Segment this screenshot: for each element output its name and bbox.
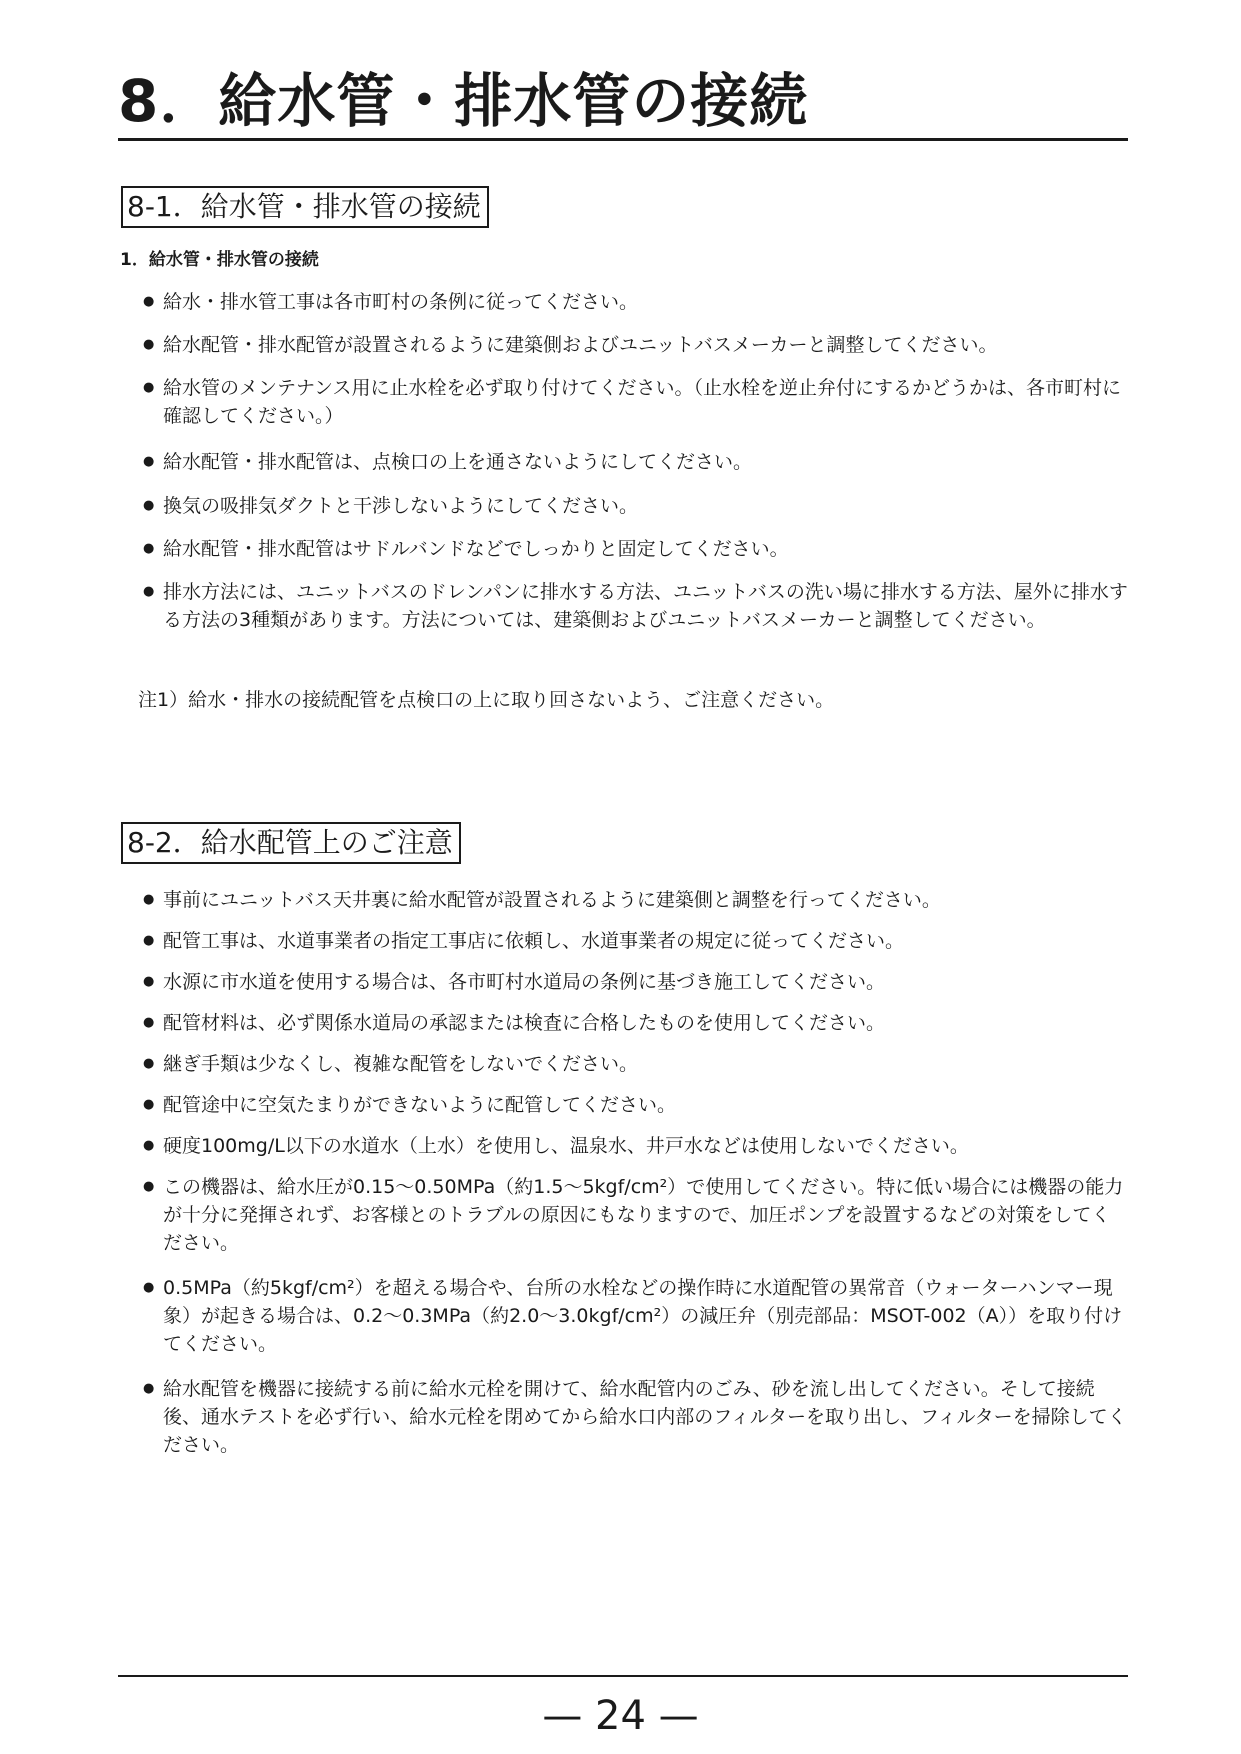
subheading-connection: 1．給水管・排水管の接続 xyxy=(120,250,319,270)
list-item xyxy=(143,1375,1128,1459)
list-item-text: 水源に市水道を使用する場合は、各市町村水道局の条例に基づき施工してください。 xyxy=(163,971,886,993)
list-item-text: 給水・排水管工事は各市町村の条例に従ってください。 xyxy=(163,291,639,313)
list-item xyxy=(143,1132,1128,1160)
bullet-icon: ● xyxy=(143,933,155,948)
bullet-icon: ● xyxy=(143,1280,155,1295)
bullet-icon: ● xyxy=(143,454,155,469)
list-item-text: 排水方法には、ユニットバスのドレンパンに排水する方法、ユニットバスの洗い場に排水する方法、屋外に排水する方法の3種類があります。方法については、建築側およびユニットバスメーカーと調整してください。 xyxy=(163,581,1128,631)
section-heading-8-1: 8-1．給水管・排水管の接続 xyxy=(121,186,489,228)
bullet-icon: ● xyxy=(143,380,155,395)
bullet-icon: ● xyxy=(143,498,155,513)
list-item xyxy=(143,374,1128,430)
list-item-text: 事前にユニットバス天井裏に給水配管が設置されるように建築側と調整を行ってください。 xyxy=(163,889,941,911)
list-item-text: 給水管のメンテナンス用に止水栓を必ず取り付けてください。（止水栓を逆止弁付にするかどうかは、各市町村に確認してください。） xyxy=(163,377,1121,427)
footer-rule xyxy=(118,1675,1128,1677)
bullet-icon: ● xyxy=(143,892,155,907)
list-item-text: 給水配管・排水配管は、点検口の上を通さないようにしてください。 xyxy=(163,451,753,473)
list-item xyxy=(143,886,1128,914)
list-item-text: 0.5MPa（約5kgf/cm²）を超える場合や、台所の水栓などの操作時に水道配管の異常音（ウォーターハンマー現象）が起きる場合は、0.2～0.3MPa（約2.0～3.0kgf/cm²）の減圧弁（別売部品：MSOT-002（A））を取り付けてください。 xyxy=(163,1277,1123,1355)
bullet-icon: ● xyxy=(143,1056,155,1071)
list-item xyxy=(143,578,1128,634)
list-item-text: 継ぎ手類は少なくし、複雑な配管をしないでください。 xyxy=(163,1053,639,1075)
list-item-text: 配管工事は、水道事業者の指定工事店に依頼し、水道事業者の規定に従ってください。 xyxy=(163,930,905,952)
note: 注1）給水・排水の接続配管を点検口の上に取り回さないよう、ご注意ください。 xyxy=(138,689,835,711)
bullet-icon: ● xyxy=(143,294,155,309)
bullet-icon: ● xyxy=(143,1015,155,1030)
list-item xyxy=(143,1050,1128,1078)
bullet-icon: ● xyxy=(143,1138,155,1153)
list-item-text: 換気の吸排気ダクトと干渉しないようにしてください。 xyxy=(163,495,639,517)
list-item xyxy=(143,535,1128,563)
bullet-icon: ● xyxy=(143,1381,155,1396)
bullet-icon: ● xyxy=(143,337,155,352)
bullet-icon: ● xyxy=(143,1097,155,1112)
list-item-text: 給水配管・排水配管が設置されるように建築側およびユニットバスメーカーと調整してください。 xyxy=(163,334,998,356)
list-item-text: 硬度100mg/L以下の水道水（上水）を使用し、温泉水、井戸水などは使用しないでください。 xyxy=(163,1135,969,1157)
list-item xyxy=(143,927,1128,955)
bullet-icon: ● xyxy=(143,1179,155,1194)
list-item xyxy=(143,968,1128,996)
list-item xyxy=(143,1274,1128,1358)
list-item xyxy=(143,1173,1128,1257)
list-item xyxy=(143,1091,1128,1119)
list-item xyxy=(143,1009,1128,1037)
list-item-text: 給水配管を機器に接続する前に給水元栓を開けて、給水配管内のごみ、砂を流し出してください。そして接続後、通水テストを必ず行い、給水元栓を閉めてから給水口内部のフィルターを取り出し、フィルターを掃除してください。 xyxy=(163,1378,1127,1456)
list-item xyxy=(143,492,1128,520)
bullet-icon: ● xyxy=(143,541,155,556)
list-item xyxy=(143,448,1128,476)
list-item-text: この機器は、給水圧が0.15～0.50MPa（約1.5～5kgf/cm²）で使用してください。特に低い場合には機器の能力が十分に発揮されず、お客様とのトラブルの原因にもなりますので、加圧ポンプを設置するなどの対策をしてください。 xyxy=(163,1176,1124,1254)
title-rule xyxy=(118,138,1128,141)
list-item xyxy=(143,288,1128,316)
page-number: — 24 — xyxy=(542,1693,699,1739)
bullet-icon: ● xyxy=(143,584,155,599)
list-item-text: 配管途中に空気たまりができないように配管してください。 xyxy=(163,1094,677,1116)
list-item-text: 配管材料は、必ず関係水道局の承認または検査に合格したものを使用してください。 xyxy=(163,1012,886,1034)
section-heading-8-2: 8-2．給水配管上のご注意 xyxy=(121,822,461,864)
list-item-text: 給水配管・排水配管はサドルバンドなどでしっかりと固定してください。 xyxy=(163,538,789,560)
page-title: 8．給水管・排水管の接続 xyxy=(118,67,809,135)
bullet-icon: ● xyxy=(143,974,155,989)
list-item xyxy=(143,331,1128,359)
